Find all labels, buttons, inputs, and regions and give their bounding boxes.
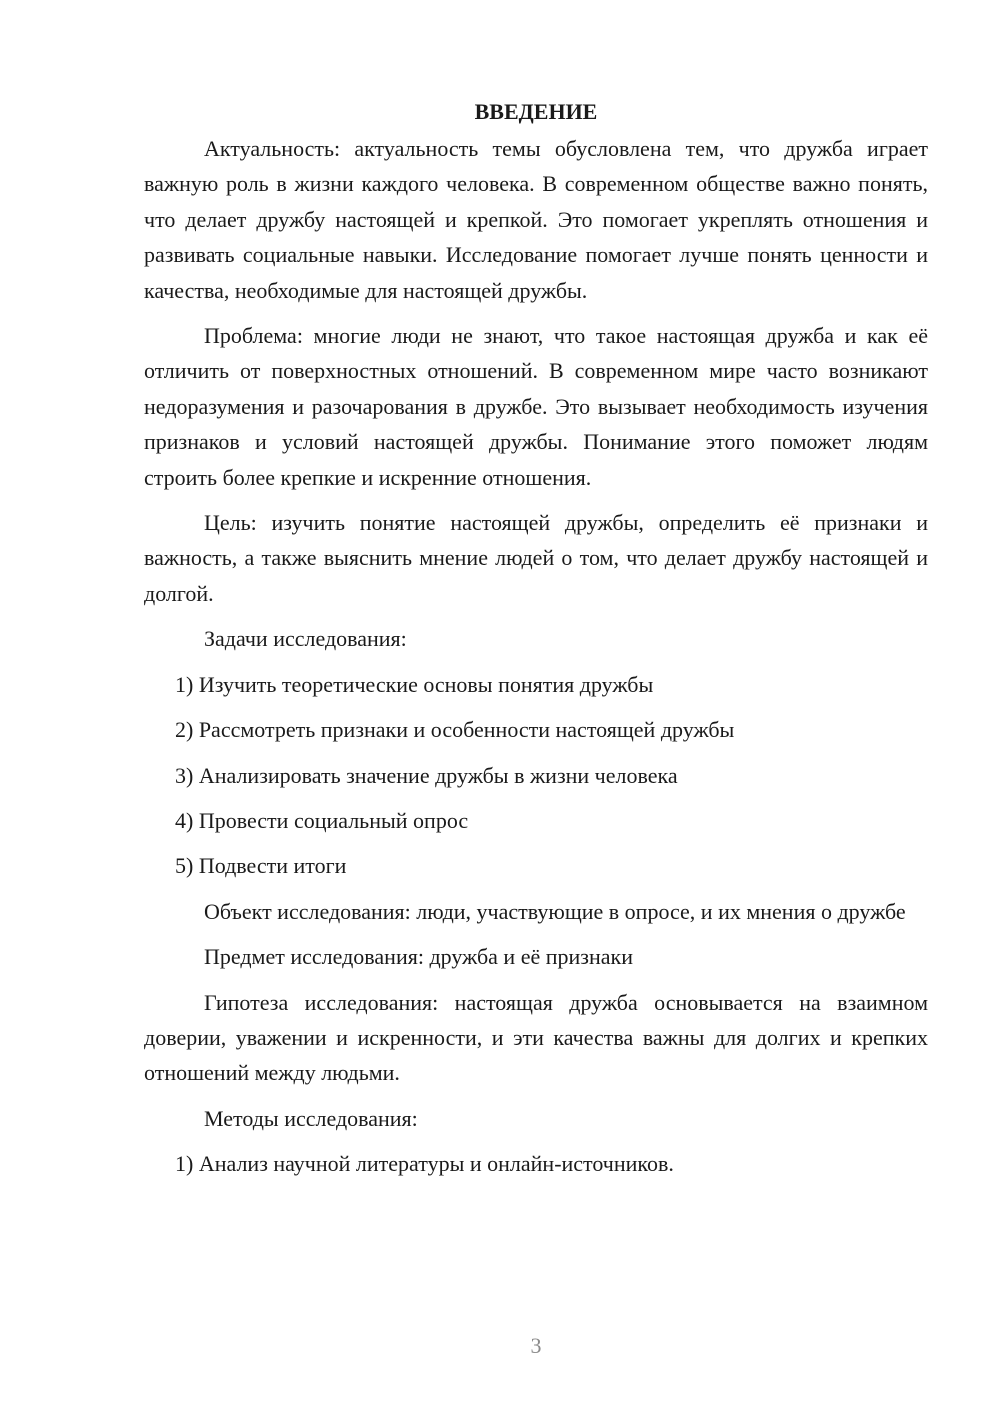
- task-item: 2) Рассмотреть признаки и особенности настоящей дружбы: [175, 717, 735, 743]
- task-item: 5) Подвести итоги: [175, 853, 347, 879]
- relevance-paragraph: Актуальность: актуальность темы обусловлена тем, что дружба играет важную роль в жизни каждого человека. В современном обществе важно понять, что делает дружбу настоящей и крепкой. Это помогает укреплять отношения и развивать социальные навыки. Исследование помогает лучше понять ценности и качества, необходимые для настоящей дружбы.: [144, 136, 928, 303]
- method-item: 1) Анализ научной литературы и онлайн-источников.: [175, 1151, 674, 1177]
- task-item: 4) Провести социальный опрос: [175, 807, 469, 833]
- subject-paragraph: Предмет исследования: дружба и её признаки: [204, 944, 633, 970]
- problem-paragraph: Проблема: многие люди не знают, что такое настоящая дружба и как её отличить от поверхностных отношений. В современном мире часто возникают недоразумения и разочарования в дружбе. Это вызывает необходимость изучения признаков и условий настоящей дружбы. Понимание этого поможет людям строить более крепкие и искренние отношения.: [144, 323, 928, 490]
- task-item: 3) Анализировать значение дружбы в жизни человека: [175, 762, 678, 788]
- section-title: ВВЕДЕНИЕ: [474, 99, 598, 124]
- document-page: [144, 94, 928, 1192]
- tasks-heading: Задачи исследования:: [204, 626, 407, 652]
- page-number: 3: [530, 1333, 542, 1358]
- methods-heading: Методы исследования:: [204, 1105, 418, 1131]
- goal-paragraph: Цель: изучить понятие настоящей дружбы, определить её признаки и важность, а также выяснить мнение людей о том, что делает дружбу настоящей и долгой.: [144, 510, 928, 606]
- object-paragraph: Объект исследования: люди, участвующие в опросе, и их мнения о дружбе: [204, 898, 906, 924]
- hypothesis-paragraph: Гипотеза исследования: настоящая дружба основывается на взаимном доверии, уважении и искренности, и эти качества важны для долгих и крепких отношений между людьми.: [144, 989, 928, 1086]
- task-item: 1) Изучить теоретические основы понятия дружбы: [175, 671, 654, 697]
